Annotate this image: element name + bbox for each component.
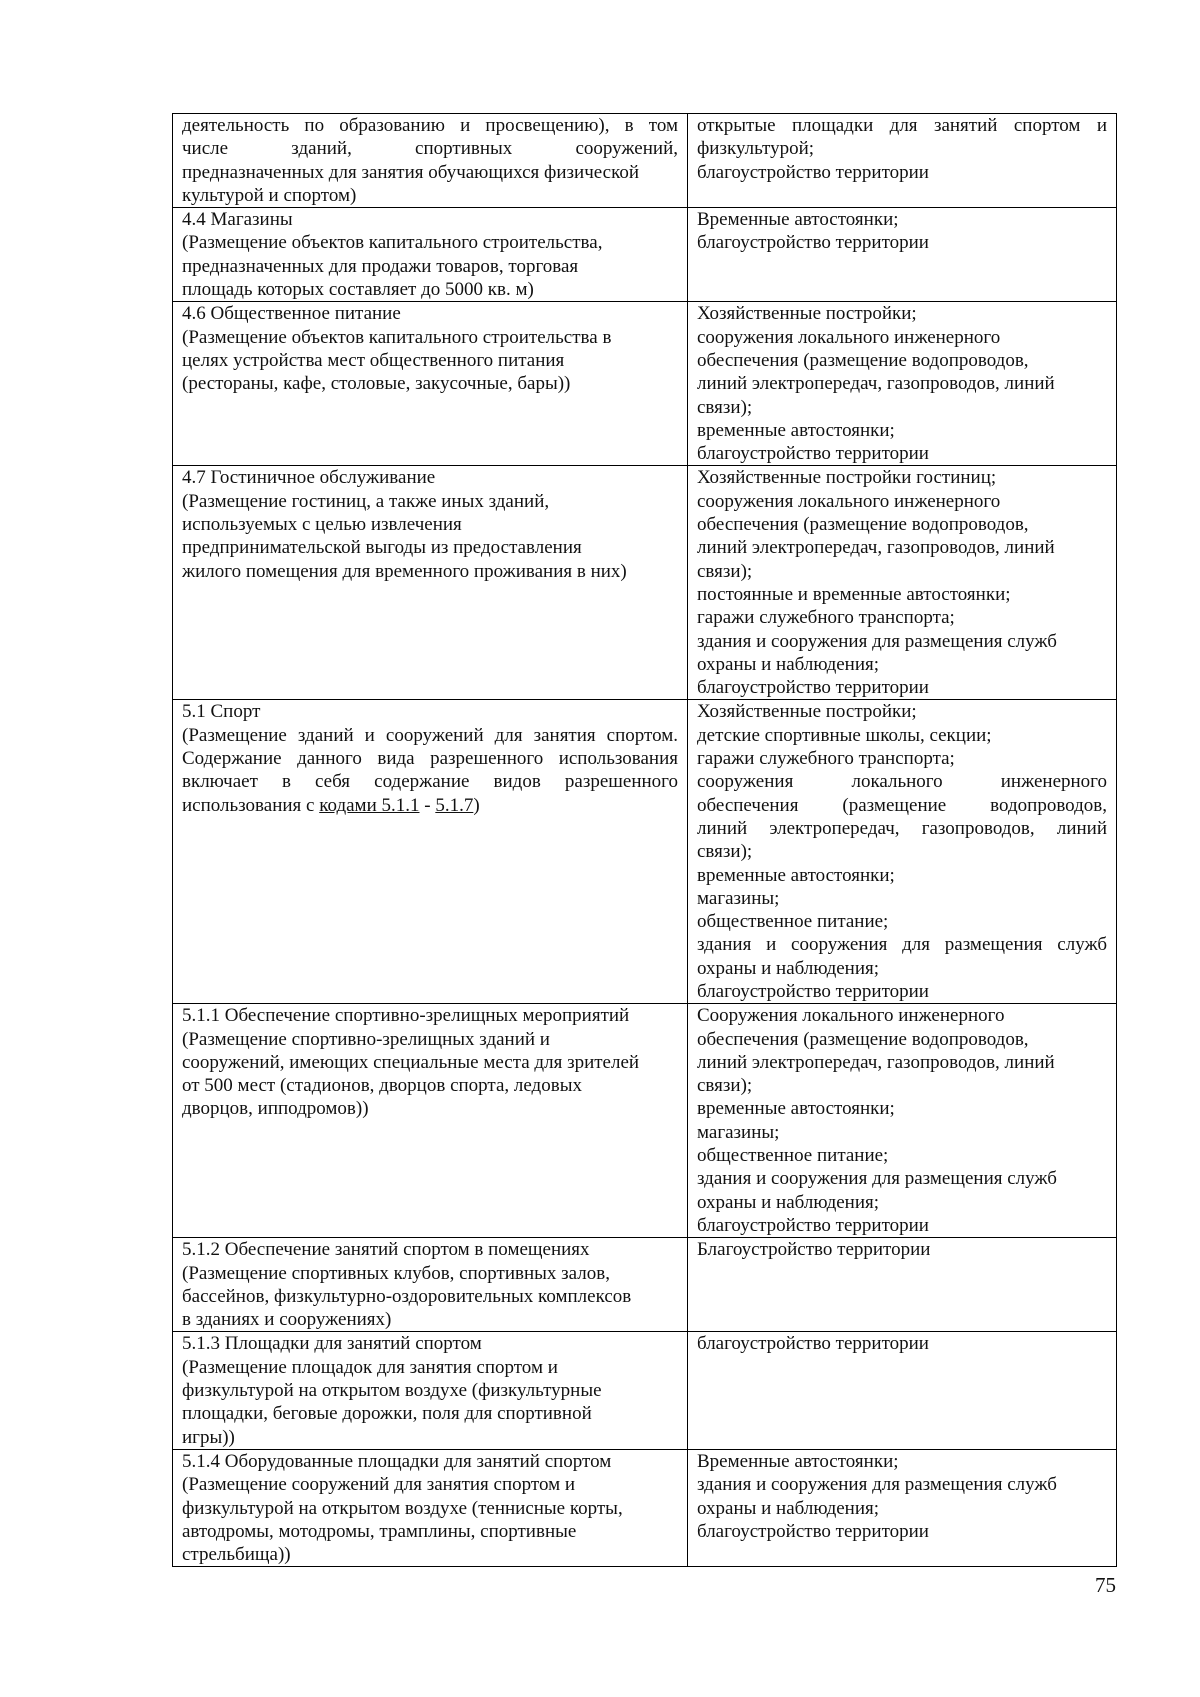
text-line: (Размещение сооружений для занятия спортом и [182, 1474, 576, 1496]
text-line: благоустройство территории [697, 1214, 929, 1236]
text-line: (Размещение гостиниц, а также иных зданий, [182, 490, 550, 512]
text-line: предназначенных для занятия обучающихся физической [182, 161, 640, 183]
text-fragment: - [419, 794, 436, 816]
text-line: обеспечения (размещение водопроводов, [697, 514, 1029, 536]
text-line: (Размещение спортивно-зрелищных зданий и [182, 1028, 550, 1050]
text-line: физкультурой на открытом воздухе (теннисные корты, [182, 1497, 623, 1519]
use-type-cell [173, 700, 688, 1004]
text-line: (Размещение объектов капитального строительства в [182, 326, 612, 348]
text-line: (Размещение спортивных клубов, спортивных залов, [182, 1262, 610, 1284]
use-type-cell [173, 302, 688, 466]
auxiliary-use-cell [688, 466, 1117, 700]
text-line: 4.7 Гостиничное обслуживание [182, 467, 436, 489]
text-line: охраны и наблюдения; [697, 957, 880, 979]
text-line: от 500 мест (стадионов, дворцов спорта, ледовых [182, 1075, 582, 1097]
auxiliary-use-cell [688, 700, 1117, 1004]
text-line: площадки, беговые дорожки, поля для спортивной [182, 1403, 592, 1425]
text-line: магазины; [697, 1121, 780, 1143]
text-line: (Размещение площадок для занятия спортом и [182, 1356, 558, 1378]
text-line: предназначенных для продажи товаров, торговая [182, 255, 579, 277]
text-line: здания и сооружения для размещения служб [697, 934, 1107, 956]
text-line: Сооружения локального инженерного [697, 1005, 1005, 1027]
text-line: благоустройство территории [697, 980, 929, 1002]
table-row [173, 302, 1117, 466]
text-line: благоустройство территории [697, 443, 929, 465]
text-line: 5.1 Спорт [182, 701, 261, 723]
text-line: охраны и наблюдения; [697, 653, 880, 675]
text-line: здания и сооружения для размещения служб [697, 1474, 1057, 1496]
text-line: 5.1.2 Обеспечение занятий спортом в помещениях [182, 1239, 590, 1261]
text-line: временные автостоянки; [697, 419, 895, 441]
auxiliary-use-cell [688, 1004, 1117, 1238]
text-fragment: использования с [182, 794, 320, 816]
table-row [173, 1449, 1117, 1566]
use-type-cell [173, 1332, 688, 1449]
text-line: благоустройство территории [697, 677, 929, 699]
text-line: в зданиях и сооружениях) [182, 1309, 392, 1331]
text-line: линий электропередач, газопроводов, линий [697, 817, 1107, 839]
page-number: 75 [1095, 1573, 1116, 1597]
table-row [173, 114, 1117, 208]
text-line: предпринимательской выгоды из предоставления [182, 537, 582, 559]
use-type-cell [173, 114, 688, 208]
text-line: магазины; [697, 887, 780, 909]
text-line: сооружения локального инженерного [697, 490, 1001, 512]
text-line: игры)) [182, 1426, 235, 1448]
text-line: жилого помещения для временного проживания в них) [182, 560, 627, 582]
text-line: здания и сооружения для размещения служб [697, 1168, 1057, 1190]
table-row [173, 208, 1117, 302]
text-line: охраны и наблюдения; [697, 1191, 880, 1213]
auxiliary-use-cell [688, 302, 1117, 466]
text-line: культурой и спортом) [182, 184, 357, 206]
text-line: сооружений, имеющих специальные места для зрителей [182, 1051, 640, 1073]
table-body [173, 114, 1117, 1567]
text-line: Содержание данного вида разрешенного использования [182, 748, 678, 770]
text-line: благоустройство территории [697, 161, 929, 183]
text-line: общественное питание; [697, 1145, 889, 1167]
land-use-table [172, 113, 1117, 1567]
text-line: детские спортивные школы, секции; [697, 724, 992, 746]
text-line: Временные автостоянки; [697, 1450, 899, 1472]
table-row [173, 700, 1117, 1004]
text-line: временные автостоянки; [697, 864, 895, 886]
text-line: Благоустройство территории [697, 1239, 931, 1261]
text-line: сооружения локального инженерного [697, 326, 1001, 348]
auxiliary-use-cell [688, 208, 1117, 302]
text-line: физкультурой на открытом воздухе (физкультурные [182, 1380, 602, 1402]
code-link[interactable]: 5.1.7 [435, 794, 474, 816]
text-line [182, 794, 678, 817]
text-line: сооружения локального инженерного [697, 771, 1107, 793]
use-type-cell [173, 208, 688, 302]
table-row [173, 1004, 1117, 1238]
text-line: деятельность по образованию и просвещению), в том [182, 115, 678, 136]
text-line: связи); [697, 841, 753, 863]
text-line: 5.1.1 Обеспечение спортивно-зрелищных мероприятий [182, 1005, 630, 1027]
text-line: связи); [697, 560, 753, 582]
text-line: связи); [697, 396, 753, 418]
auxiliary-use-cell [688, 1238, 1117, 1332]
text-line: линий электропередач, газопроводов, линий [697, 537, 1055, 559]
text-line: Хозяйственные постройки; [697, 701, 917, 723]
auxiliary-use-cell [688, 1332, 1117, 1449]
text-line: числе зданий, спортивных сооружений, [182, 138, 678, 160]
text-fragment: ) [473, 794, 480, 816]
text-line: здания и сооружения для размещения служб [697, 630, 1057, 652]
use-type-cell [173, 1004, 688, 1238]
use-type-cell [173, 466, 688, 700]
text-line: целях устройства мест общественного питания [182, 349, 565, 371]
text-line: автодромы, мотодромы, трамплины, спортивные [182, 1520, 577, 1542]
text-line: стрельбища)) [182, 1544, 291, 1566]
text-line: гаражи служебного транспорта; [697, 748, 955, 770]
text-line: обеспечения (размещение водопроводов, [697, 349, 1029, 371]
text-line: постоянные и временные автостоянки; [697, 583, 1011, 605]
auxiliary-use-cell [688, 1449, 1117, 1566]
text-line: открытые площадки для занятий спортом и [697, 115, 1107, 136]
text-line: Хозяйственные постройки гостиниц; [697, 467, 997, 489]
text-line: дворцов, ипподромов)) [182, 1098, 369, 1120]
text-line: 5.1.3 Площадки для занятий спортом [182, 1333, 482, 1355]
text-line: 4.4 Магазины [182, 209, 293, 231]
text-line: гаражи служебного транспорта; [697, 607, 955, 629]
text-line: 5.1.4 Оборудованные площадки для занятий спортом [182, 1450, 612, 1472]
text-line: линий электропередач, газопроводов, линий [697, 1051, 1055, 1073]
text-line: (Размещение объектов капитального строительства, [182, 232, 603, 254]
use-type-cell [173, 1238, 688, 1332]
table-row [173, 1332, 1117, 1449]
text-line: линий электропередач, газопроводов, линий [697, 373, 1055, 395]
text-line: (Размещение зданий и сооружений для занятия спортом. [182, 724, 678, 746]
code-link[interactable]: кодами 5.1.1 [319, 794, 420, 816]
text-line: (рестораны, кафе, столовые, закусочные, бары)) [182, 373, 571, 395]
table-row [173, 466, 1117, 700]
text-line: Временные автостоянки; [697, 209, 899, 231]
text-line: бассейнов, физкультурно-оздоровительных комплексов [182, 1285, 632, 1307]
table-row [173, 1238, 1117, 1332]
text-line: благоустройство территории [697, 1333, 929, 1355]
text-line: временные автостоянки; [697, 1098, 895, 1120]
text-line: включает в себя содержание видов разрешенного [182, 771, 678, 793]
text-line: Хозяйственные постройки; [697, 303, 917, 325]
use-type-cell [173, 1449, 688, 1566]
text-line: используемых с целью извлечения [182, 514, 462, 536]
text-line: физкультурой; [697, 138, 815, 160]
text-line: общественное питание; [697, 911, 889, 933]
text-line: благоустройство территории [697, 232, 929, 254]
text-line: охраны и наблюдения; [697, 1497, 880, 1519]
text-line: обеспечения (размещение водопроводов, [697, 1028, 1029, 1050]
text-line: 4.6 Общественное питание [182, 303, 401, 325]
text-line: обеспечения (размещение водопроводов, [697, 794, 1107, 816]
auxiliary-use-cell [688, 114, 1117, 208]
text-line: благоустройство территории [697, 1520, 929, 1542]
text-line: площадь которых составляет до 5000 кв. м) [182, 279, 534, 301]
text-line: связи); [697, 1075, 753, 1097]
